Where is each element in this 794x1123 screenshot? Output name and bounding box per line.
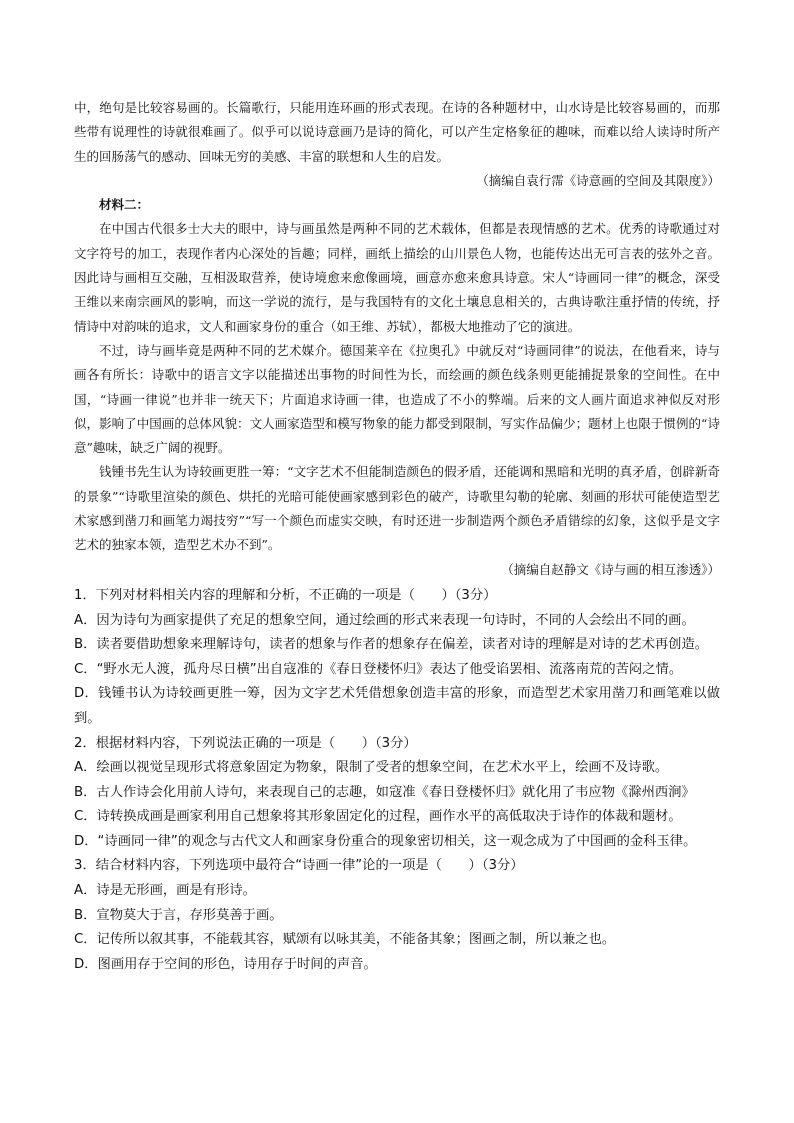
option-a[interactable]: A．绘画以视觉呈现形式将意象固定为物象，限制了受者的想象空间，在艺术水平上，绘画不及诗歌。 <box>74 760 669 776</box>
material-one-source: （摘编自袁行霈《诗意画的空间及其限度》） <box>476 172 720 188</box>
question-3 <box>74 854 720 977</box>
material-two-paragraph-1: 在中国古代很多士大夫的眼中，诗与画虽然是两种不同的艺术载体，但都是表现情感的艺术。优秀的诗歌通过对文字符号的加工，表现作者内心深处的旨趣；同样，画纸上描绘的山川景色人物，也能传达出无可言表的弦外之音。因此诗与画相互交融，互相汲取营养，使诗境愈来愈像画境，画意亦愈来愈具诗意。宋人“诗画同一律”的概念，深受王维以来南宗画风的影响，而这一学说的流行，是与我国特有的文化土壤息息相关的，古典诗歌注重抒情的传统，抒情诗中对韵味的追求，文人和画家身份的重合（如王维、苏轼），都极大地推动了它的演进。 <box>74 221 720 334</box>
option-b[interactable]: B．宣物莫大于言，存形莫善于画。 <box>74 907 283 923</box>
exam-page <box>74 96 720 977</box>
option-c[interactable]: C．诗转换成画是画家利用自己想象将其形象固定化的过程，画作水平的高低取决于诗作的体裁和题材。 <box>74 809 682 825</box>
option-c[interactable]: C．“野水无人渡，孤舟尽日横”出自寇准的《春日登楼怀归》表达了他受谄罢相、流落南荒的苦闷之情。 <box>74 661 683 677</box>
option-a[interactable]: A．因为诗句为画家提供了充足的想象空间，通过绘画的形式来表现一句诗时，不同的人会绘出不同的画。 <box>74 612 695 628</box>
material-two-paragraph-2: 不过，诗与画毕竟是两种不同的艺术媒介。德国莱辛在《拉奥孔》中就反对“诗画同律”的说法，在他看来，诗与画各有所长：诗歌中的语言文字以能描述出事物的时间性为长，而绘画的颜色线条则更能捕捉景象的空间性。在中国，“诗画一律说”也并非一统天下；片面追求诗画一律，也造成了不小的弊端。后来的文人画片面追求神似反对形似，影响了中国画的总体风貌：文人画家造型和模写物象的能力都受到限制，写实作品偏少；题材上也限于惯例的“诗意”趣味，缺乏广阔的视野。 <box>74 342 720 456</box>
option-a[interactable]: A．诗是无形画，画是有形诗。 <box>74 883 256 899</box>
material-two-section <box>74 193 720 582</box>
material-two-heading: 材料二： <box>99 197 150 213</box>
option-b[interactable]: B．古人作诗会化用前人诗句，来表现自己的志趣，如寇准《春日登楼怀归》就化用了韦应物《滁州西涧》 <box>74 784 695 800</box>
question-stem: 1．下列对材料相关内容的理解和分析，不正确的一项是（ ）（3分） <box>74 587 497 603</box>
material-two-paragraph-3: 钱锺书先生认为诗较画更胜一筹：“文字艺术不但能制造颜色的假矛盾，还能调和黑暗和光明的真矛盾，创辟新奇的景象”“诗歌里渲染的颜色、烘托的光暗可能使画家感到彩色的破产，诗歌里勾勒的轮廓、刻画的形状可能使造型艺术家感到凿刀和画笔力竭技穷”“写一个颜色而虚实交映，有时还进一步制造两个颜色矛盾错综的幻象，这似乎是文字艺术的独家本领，造型艺术办不到”。 <box>74 464 720 553</box>
material-one-section <box>74 96 720 193</box>
material-two-source: （摘编自赵静文《诗与画的相互渗透》） <box>501 561 720 577</box>
question-stem: 3．结合材料内容，下列选项中最符合“诗画一律”论的一项是（ ）（3分） <box>74 858 524 874</box>
question-2 <box>74 732 720 855</box>
option-d[interactable]: D．图画用存于空间的形色，诗用存于时间的声音。 <box>74 956 377 972</box>
question-1 <box>74 584 720 732</box>
option-d[interactable]: D．“诗画同一律”的观念与古代文人和画家身份重合的现象密切相关，这一观念成为了中国画的金科玉律。 <box>74 833 697 849</box>
option-c[interactable]: C．记传所以叙其事，不能载其容，赋颂有以咏其美，不能备其象；图画之制，所以兼之也。 <box>74 932 616 948</box>
option-b[interactable]: B．读者要借助想象来理解诗句，读者的想象与作者的想象存在偏差，读者对诗的理解是对诗的艺术再创造。 <box>74 637 709 653</box>
material-one-tail-paragraph: 中，绝句是比较容易画的。长篇歌行，只能用连环画的形式表现。在诗的各种题材中，山水诗是比较容易画的，而那些带有说理性的诗就很难画了。似乎可以说诗意画乃是诗的简化，可以产生定格象征的趣味，而难以给人读诗时所产生的回肠荡气的感动、回味无穷的美感、丰富的联想和人生的启发。 <box>74 100 720 164</box>
question-stem: 2．根据材料内容，下列说法正确的一项是（ ）（3分） <box>74 735 417 751</box>
option-d[interactable]: D．钱锺书认为诗较画更胜一筹，因为文字艺术凭借想象创造丰富的形象，而造型艺术家用凿刀和画笔难以做到。 <box>74 686 720 726</box>
